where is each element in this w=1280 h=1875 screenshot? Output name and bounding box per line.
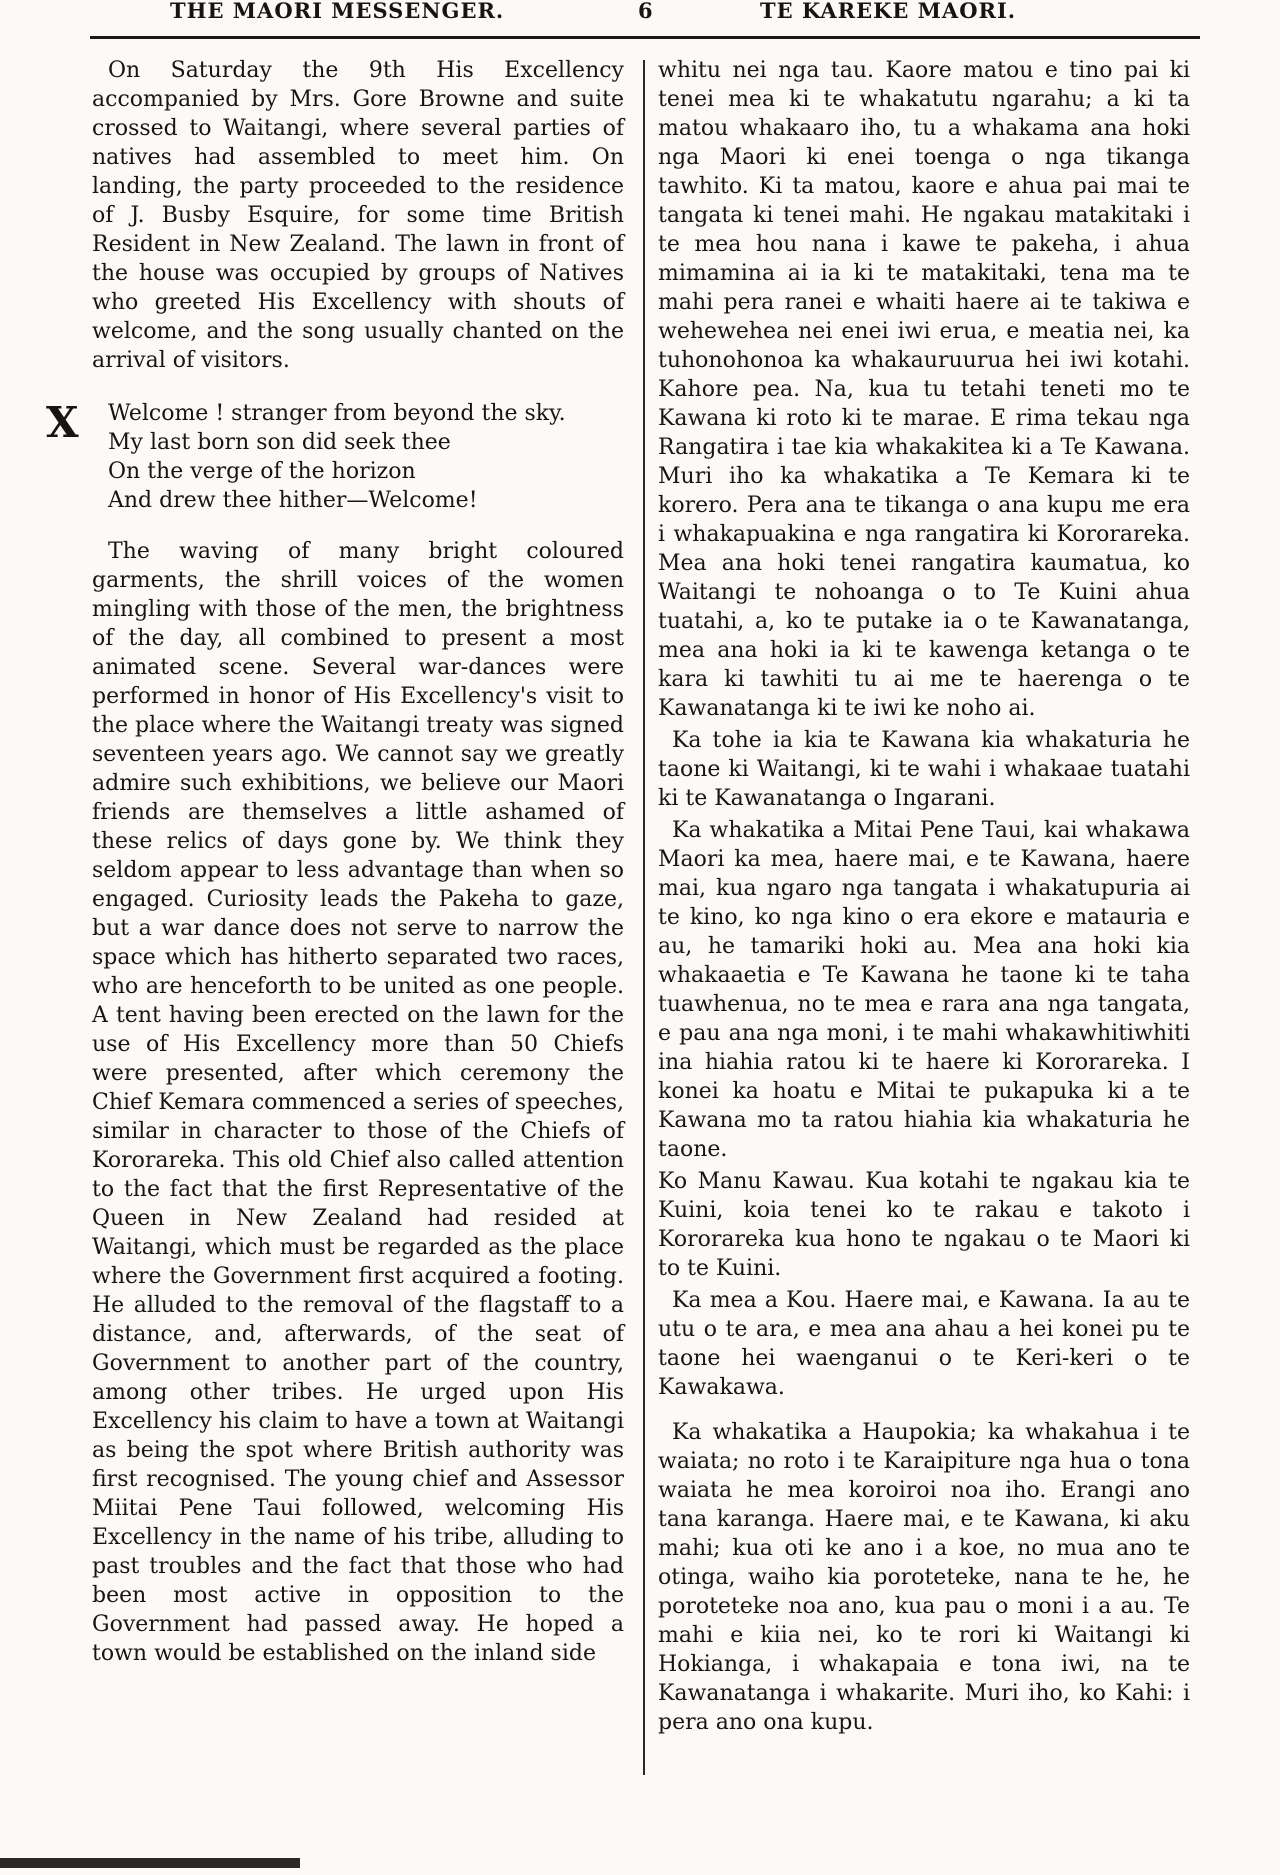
maori-paragraph: whitu nei nga tau. Kaore matou e tino pai ki tenei mea ki te whakatutu ngarahu; a ki ta matou whakaaro iho, tu a whakama ana hoki nga Maori ki enei toenga o nga tikanga tawhito. Ki ta matou, kaore e ahua pai mai te tangata ki tenei mahi. He ngakau matakitaki i te mea hou nana i kawe te pakeha, i ahua mimamina ai ia ki te matakitaki, tena ma te mahi pera ranei e whaiti haere ai te takiwa e wehewehea nei enei iwi erua, e meatia nei, ka tuhonohonoa ka whakauruurua hei iwi kotahi. Kahore pea. Na, kua tu tetahi teneti mo te Kawana ki roto ki te marae. E rima tekau nga Rangatira i tae kia whakakitea ki a Te Kawana. Muri iho ka whakatika a Te Kemara ki te korero. Pera ana te tikanga o ana kupu me era i whakapuakina e nga rangatira ki Kororareka. Mea ana hoki tenei rangatira kaumatua, ko Waitangi te nohoanga o to Te Kuini ahua tuatahi, a, ko te putake ia o te Kawanatanga, mea ana hoki ia ki te kawenga ketanga o te kara ki tawhiti tu ai me te haerenga o te Kawanatanga ki te iwi ke noho ai. <box>658 58 1190 721</box>
masthead-maori: TE KAREKE MAORI. <box>760 0 1017 23</box>
column-divider <box>643 60 645 1775</box>
maori-paragraph: Ka whakatika a Mitai Pene Taui, kai whakawa Maori ka mea, haere mai, e te Kawana, haere mai, kua ngaro nga tangata i whakatupuria ai te kino, ko nga kino o era ekore e matauria e au, he tamariki hoki au. Mea ana hoki kia whakaaetia e Te Kawana he taone ki te taha tuawhenua, no te mea e rara ana nga tangata, e pau ana nga moni, i te mahi whakawhitiwhiti ina hiahia ratou ki te haere ki Kororareka. I konei ka hoatu e Mitai te pukapuka ki a te Kawana mo ta ratou hiahia kia whakaturia he taone. <box>658 818 1190 1162</box>
page-number: 6 <box>638 0 654 23</box>
maori-column <box>658 56 1190 1737</box>
maori-paragraph: Ka mea a Kou. Haere mai, e Kawana. Ia au te utu o te ara, e mea ana ahau a hei konei pu te taone hei waenganui o te Keri-keri o te Kawakawa. <box>658 1288 1190 1400</box>
body-paragraph: The waving of many bright coloured garments, the shrill voices of the women mingling with those of the men, the brightness of the day, all combined to present a most animated scene. Several war-dances were performed in honor of His Excellency's visit to the place where the Waitangi treaty was signed seventeen years ago. We cannot say we greatly admire such exhibitions, we believe our Maori friends are themselves a little ashamed of these relics of days gone by. We think they seldom appear to less advantage than when so engaged. Curiosity leads the Pakeha to gaze, but a war dance does not serve to narrow the space which has hitherto separated two races, who are henceforth to be united as one people. A tent having been erected on the lawn for the use of His Excellency more than 50 Chiefs were presented, after which ceremony the Chief Kemara commenced a series of speeches, similar in character to those of the Chiefs of Kororareka. This old Chief also called attention to the fact that the first Representative of the Queen in New Zealand had resided at Waitangi, which must be regarded as the place where the Government first acquired a footing. He alluded to the removal of the flagstaff to a distance, and, afterwards, of the seat of Government to another part of the country, among other tribes. He urged upon His Excellency his claim to have a town at Waitangi as being the spot where British authority was first recognised. The young chief and Assessor Miitai Pene Taui followed, welcoming His Excellency in the name of his tribe, alluding to past troubles and the fact that those who had been most active in opposition to the Government had passed away. He hoped a town would be established on the inland side <box>92 539 624 1666</box>
poem-line: And drew thee hither—Welcome! <box>108 488 478 513</box>
header-rule <box>90 36 1200 39</box>
poem-line: My last born son did seek thee <box>108 430 451 455</box>
masthead-english: THE MAORI MESSENGER. <box>170 0 505 23</box>
poem-line: Welcome ! stranger from beyond the sky. <box>108 401 566 426</box>
maori-paragraph: Ko Manu Kawau. Kua kotahi te ngakau kia te Kuini, koia tenei ko te rakau e takoto i Kororareka kua hono te ngakau o te Maori ki to te Kuini. <box>658 1169 1190 1281</box>
english-column <box>92 56 624 1668</box>
margin-mark: X <box>46 398 79 447</box>
maori-paragraph: Ka whakatika a Haupokia; ka whakahua i te waiata; no roto i te Karaipiture nga hua o tona waiata he mea koroiroi noa iho. Erangi ano tana karanga. Haere mai, e te Kawana, ki aku mahi; kua oti ke ano i a koe, no mua ano te otinga, waiho kia poroteteke, nana te he, he poroteteke noa ano, kua pau o moni i a au. Te mahi e kiia nei, ko te rori ki Waitangi ki Hokianga, i whakapaia e tona iwi, na te Kawanatanga i whakarite. Muri iho, ko Kahi: i pera ano ona kupu. <box>658 1420 1190 1735</box>
welcome-song <box>108 399 624 515</box>
page-header <box>0 0 1280 36</box>
poem-line: On the verge of the horizon <box>108 459 416 484</box>
maori-paragraph: Ka tohe ia kia te Kawana kia whakaturia he taone ki Waitangi, ki te wahi i whakaae tuatahi ki te Kawanatanga o Ingarani. <box>658 728 1190 811</box>
intro-paragraph: On Saturday the 9th His Excellency accompanied by Mrs. Gore Browne and suite crossed to Waitangi, where several parties of natives had assembled to meet him. On landing, the party proceeded to the residence of J. Busby Esquire, for some time British Resident in New Zealand. The lawn in front of the house was occupied by groups of Natives who greeted His Excellency with shouts of welcome, and the song usually chanted on the arrival of visitors. <box>92 58 624 373</box>
page-edge-smudge <box>0 1858 300 1868</box>
